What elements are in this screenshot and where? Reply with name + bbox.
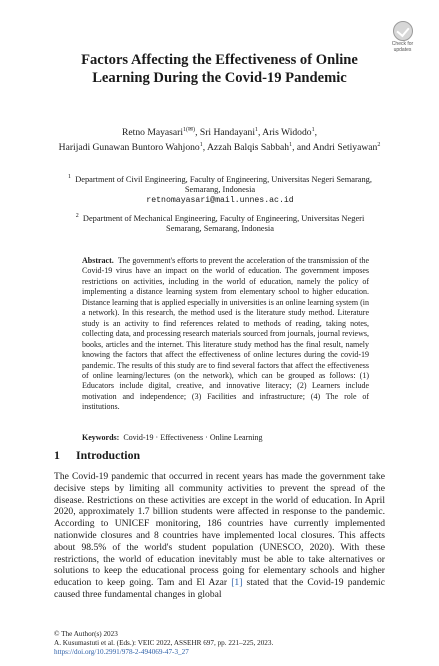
section-title: Introduction (76, 448, 141, 462)
affiliation-1-line-2: Semarang, Indonesia (184, 185, 256, 195)
keywords-text: Covid-19 · Effectiveness · Online Learning (123, 433, 263, 442)
copyright-notice: © The Author(s) 2023 (54, 630, 118, 638)
author-affiliation-mark: 1 (311, 127, 315, 133)
author-email[interactable]: retnomayasari@mail.unnes.ac.id (146, 195, 294, 205)
title-line-1: Factors Affecting the Effectiveness of Online (81, 52, 358, 68)
abstract-text: The government's efforts to prevent the acceleration of the transmission of the Covid-19 virus have an impact on the world of education. The government imposes restrictions on activities, including in the world of education, namely the policy of implementing a distance learning system from elementary school to higher education. Distance learning that is applied especially in universities is an online learning system (in a network). In this research, the method used is the literature study method. Literature study is an activity to find references related to methods of reading, taking notes, collecting data, and processing research materials sourced from journals, journal reviews, books, articles and the internet. This literature study method has the final result, namely knowing the factors that affect the effectiveness of online lectures during the covid-19 pandemic. The results of this study are to find several factors that affect the effectiveness of online learning/lectures (on the network), which can be grouped as follows: (1) Educators include digital, creative, and innovative literacy; (2) Learners include motivation and independence; (3) Facilities and infrastructure; (4) The role of institutions. (82, 256, 369, 412)
body-text-part: The Covid-19 pandemic that occurred in recent years has made the government take decisive steps by limiting all community activities to prevent the spread of the disease. Restrictions on these activities are except in the world of education. In April 2020, approximately 1.7 billion students were affected in response to the pandemic. According to UNICEF monitoring, 186 countries have currently implemented nationwide closures and 8 countries have implemented local closures. This affects about 98.5% of the world's student population (UNESCO, 2020). With these restrictions, the world of education inevitably must be able to take alternatives or solutions to keep the educational process going for elementary schools and higher education to keep going. Tam and El Azar (54, 471, 385, 589)
author-name: , Aris Widodo (258, 127, 312, 139)
check-for-updates-badge[interactable] (386, 21, 419, 57)
badge-label-line1: Check for (391, 41, 414, 47)
abstract (82, 256, 369, 413)
doi-link[interactable]: https://doi.org/10.2991/978-2-494069-47-3_27 (54, 647, 189, 656)
affiliation-2 (34, 211, 406, 235)
page-footer (54, 630, 385, 657)
affiliation-mark: 2 (75, 213, 79, 219)
title-line-2: Learning During the Covid-19 Pandemic (92, 70, 347, 86)
author-name: , Sri Handayani (195, 127, 256, 139)
author-separator: , (314, 127, 317, 139)
affiliation-text: Department of Mechanical Engineering, Faculty of Engineering, Universitas Negeri (82, 213, 365, 223)
paper-title (50, 51, 389, 87)
check-updates-icon (393, 21, 413, 41)
affiliation-1 (34, 172, 406, 206)
author-affiliation-mark: 1(✉) (183, 127, 196, 133)
reference-link[interactable]: [1] (231, 577, 243, 589)
body-text-part: stated that the Covid-19 pandemic caused three fundamental changes in global (54, 577, 385, 600)
author-affiliation-mark: 1 (255, 127, 259, 133)
author-line-2 (30, 139, 409, 154)
affiliation-mark: 1 (68, 174, 72, 180)
affiliation-text: Department of Civil Engineering, Faculty of Engineering, Universitas Negeri Semarang, (75, 174, 372, 184)
author-affiliation-mark: 1 (289, 142, 293, 149)
author-name: Retno Mayasari (122, 127, 184, 139)
body-paragraph (54, 471, 385, 601)
abstract-label: Abstract. (82, 256, 114, 265)
section-number: 1 (54, 448, 60, 462)
author-list (30, 124, 409, 154)
keywords-label: Keywords: (82, 433, 120, 442)
body-text (54, 471, 385, 601)
author-name: , and Andri Setiyawan (292, 142, 378, 154)
affiliation-1-line-1 (34, 172, 406, 185)
affiliation-2-line-1 (34, 211, 406, 224)
author-line-1 (30, 124, 409, 139)
affiliation-2-line-2: Semarang, Semarang, Indonesia (166, 224, 274, 234)
keywords (82, 433, 369, 443)
badge-label-line2: updates (393, 47, 412, 53)
citation-line: A. Kusumastuti et al. (Eds.): VEIC 2022, ASSEHR 697, pp. 221–225, 2023. (54, 638, 274, 647)
author-name: , Azzah Balqis Sabbah (202, 142, 290, 154)
author-affiliation-mark: 1 (199, 142, 203, 149)
section-heading (54, 448, 140, 463)
author-name: Harijadi Gunawan Buntoro Wahjono (58, 142, 200, 154)
author-affiliation-mark: 2 (377, 142, 381, 149)
